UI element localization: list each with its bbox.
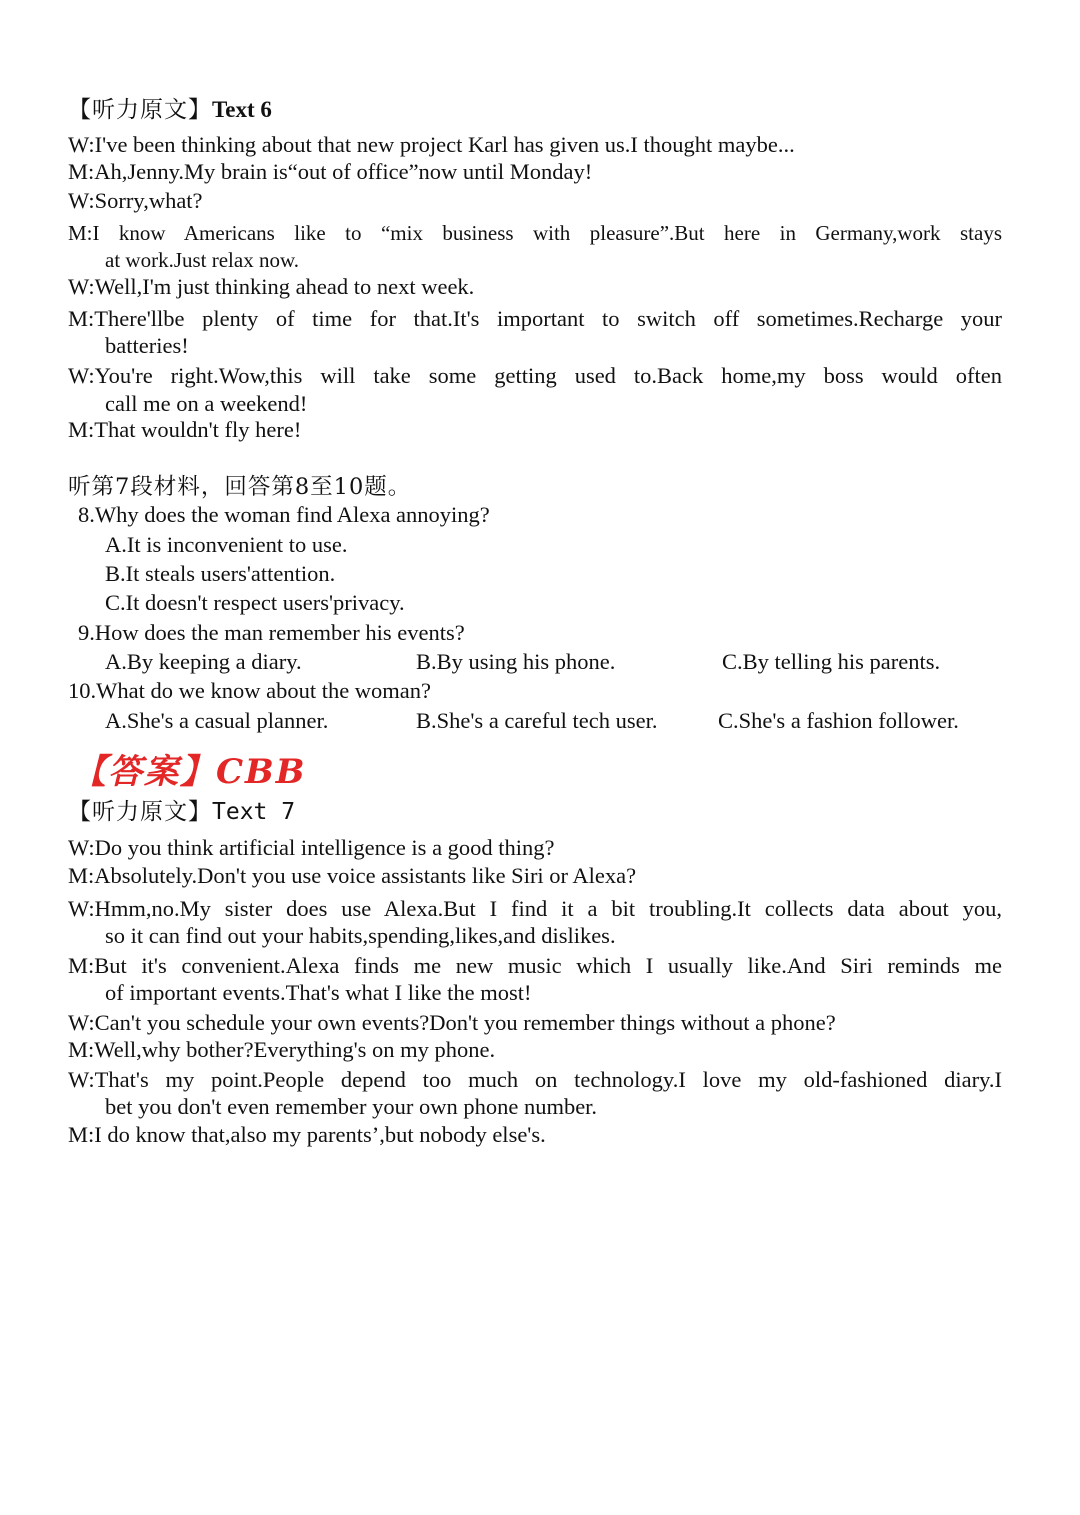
text7-line-11: M:I do know that,also my parents’,but nobody else's. — [68, 1122, 546, 1147]
text6-line-1: W:I've been thinking about that new project Karl has given us.I thought maybe... — [68, 132, 795, 157]
text7-line-9: W:That's my point.People depend too much on technology.I love my old-fashioned diary.I — [68, 1067, 1002, 1092]
text6-line-2: M:Ah,Jenny.My brain is“out of office”now until Monday! — [68, 159, 593, 184]
section7-instruction: 听第7段材料，回答第8至10题。 — [68, 474, 412, 500]
text7-line-10: bet you don't even remember your own phone number. — [105, 1094, 598, 1119]
text7-line-6: of important events.That's what I like the most! — [105, 980, 532, 1005]
text7-line-7: W:Can't you schedule your own events?Don't you remember things without a phone? — [68, 1010, 836, 1035]
question-9-option-b: B.By using his phone. — [416, 649, 616, 674]
text7-line-2: M:Absolutely.Don't you use voice assistants like Siri or Alexa? — [68, 863, 637, 888]
question-8-stem: 8.Why does the woman find Alexa annoying? — [78, 502, 490, 527]
question-10-option-a: A.She's a casual planner. — [105, 708, 329, 733]
text7-line-3: W:Hmm,no.My sister does use Alexa.But I find it a bit troubling.It collects data about you, — [68, 896, 1002, 921]
question-10-option-c: C.She's a fashion follower. — [718, 708, 959, 733]
question-8-option-b: B.It steals users'attention. — [105, 561, 336, 586]
question-9-option-c: C.By telling his parents. — [722, 649, 941, 674]
text6-line-4: M:I know Americans like to “mix business with pleasure”.But here in Germany,work stays — [68, 221, 1002, 245]
text6-line-5: at work.Just relax now. — [105, 248, 300, 272]
text6-heading-cn: 【听力原文】 — [68, 97, 212, 123]
question-10-option-b: B.She's a careful tech user. — [416, 708, 658, 733]
text6-heading — [68, 96, 1002, 124]
text7-line-8: M:Well,why bother?Everything's on my phone. — [68, 1037, 496, 1062]
question-9-option-a: A.By keeping a diary. — [105, 649, 302, 674]
question-8-option-c: C.It doesn't respect users'privacy. — [105, 590, 405, 615]
text6-line-11: M:That wouldn't fly here! — [68, 417, 302, 442]
text6-line-3: W:Sorry,what? — [68, 188, 203, 213]
text7-heading-en: Text 7 — [212, 799, 296, 825]
text6-line-10: call me on a weekend! — [105, 391, 308, 416]
text7-heading-cn: 【听力原文】 — [68, 799, 212, 825]
text7-line-1: W:Do you think artificial intelligence is a good thing? — [68, 835, 555, 860]
question-10-stem: 10.What do we know about the woman? — [68, 678, 432, 703]
answer-key: 【答案】CBB — [72, 752, 307, 792]
text6-heading-en: Text 6 — [212, 97, 272, 122]
text7-heading — [68, 798, 1002, 826]
text6-line-6: W:Well,I'm just thinking ahead to next week. — [68, 274, 475, 299]
question-8-option-a: A.It is inconvenient to use. — [105, 532, 348, 557]
text6-line-8: batteries! — [105, 333, 189, 358]
text6-line-9: W:You're right.Wow,this will take some getting used to.Back home,my boss would often — [68, 363, 1002, 388]
text6-line-7: M:There'llbe plenty of time for that.It's important to switch off sometimes.Recharge your — [68, 306, 1002, 331]
question-9-stem: 9.How does the man remember his events? — [78, 620, 465, 645]
text7-line-5: M:But it's convenient.Alexa finds me new music which I usually like.And Siri reminds me — [68, 953, 1002, 978]
text7-line-4: so it can find out your habits,spending,likes,and dislikes. — [105, 923, 616, 948]
